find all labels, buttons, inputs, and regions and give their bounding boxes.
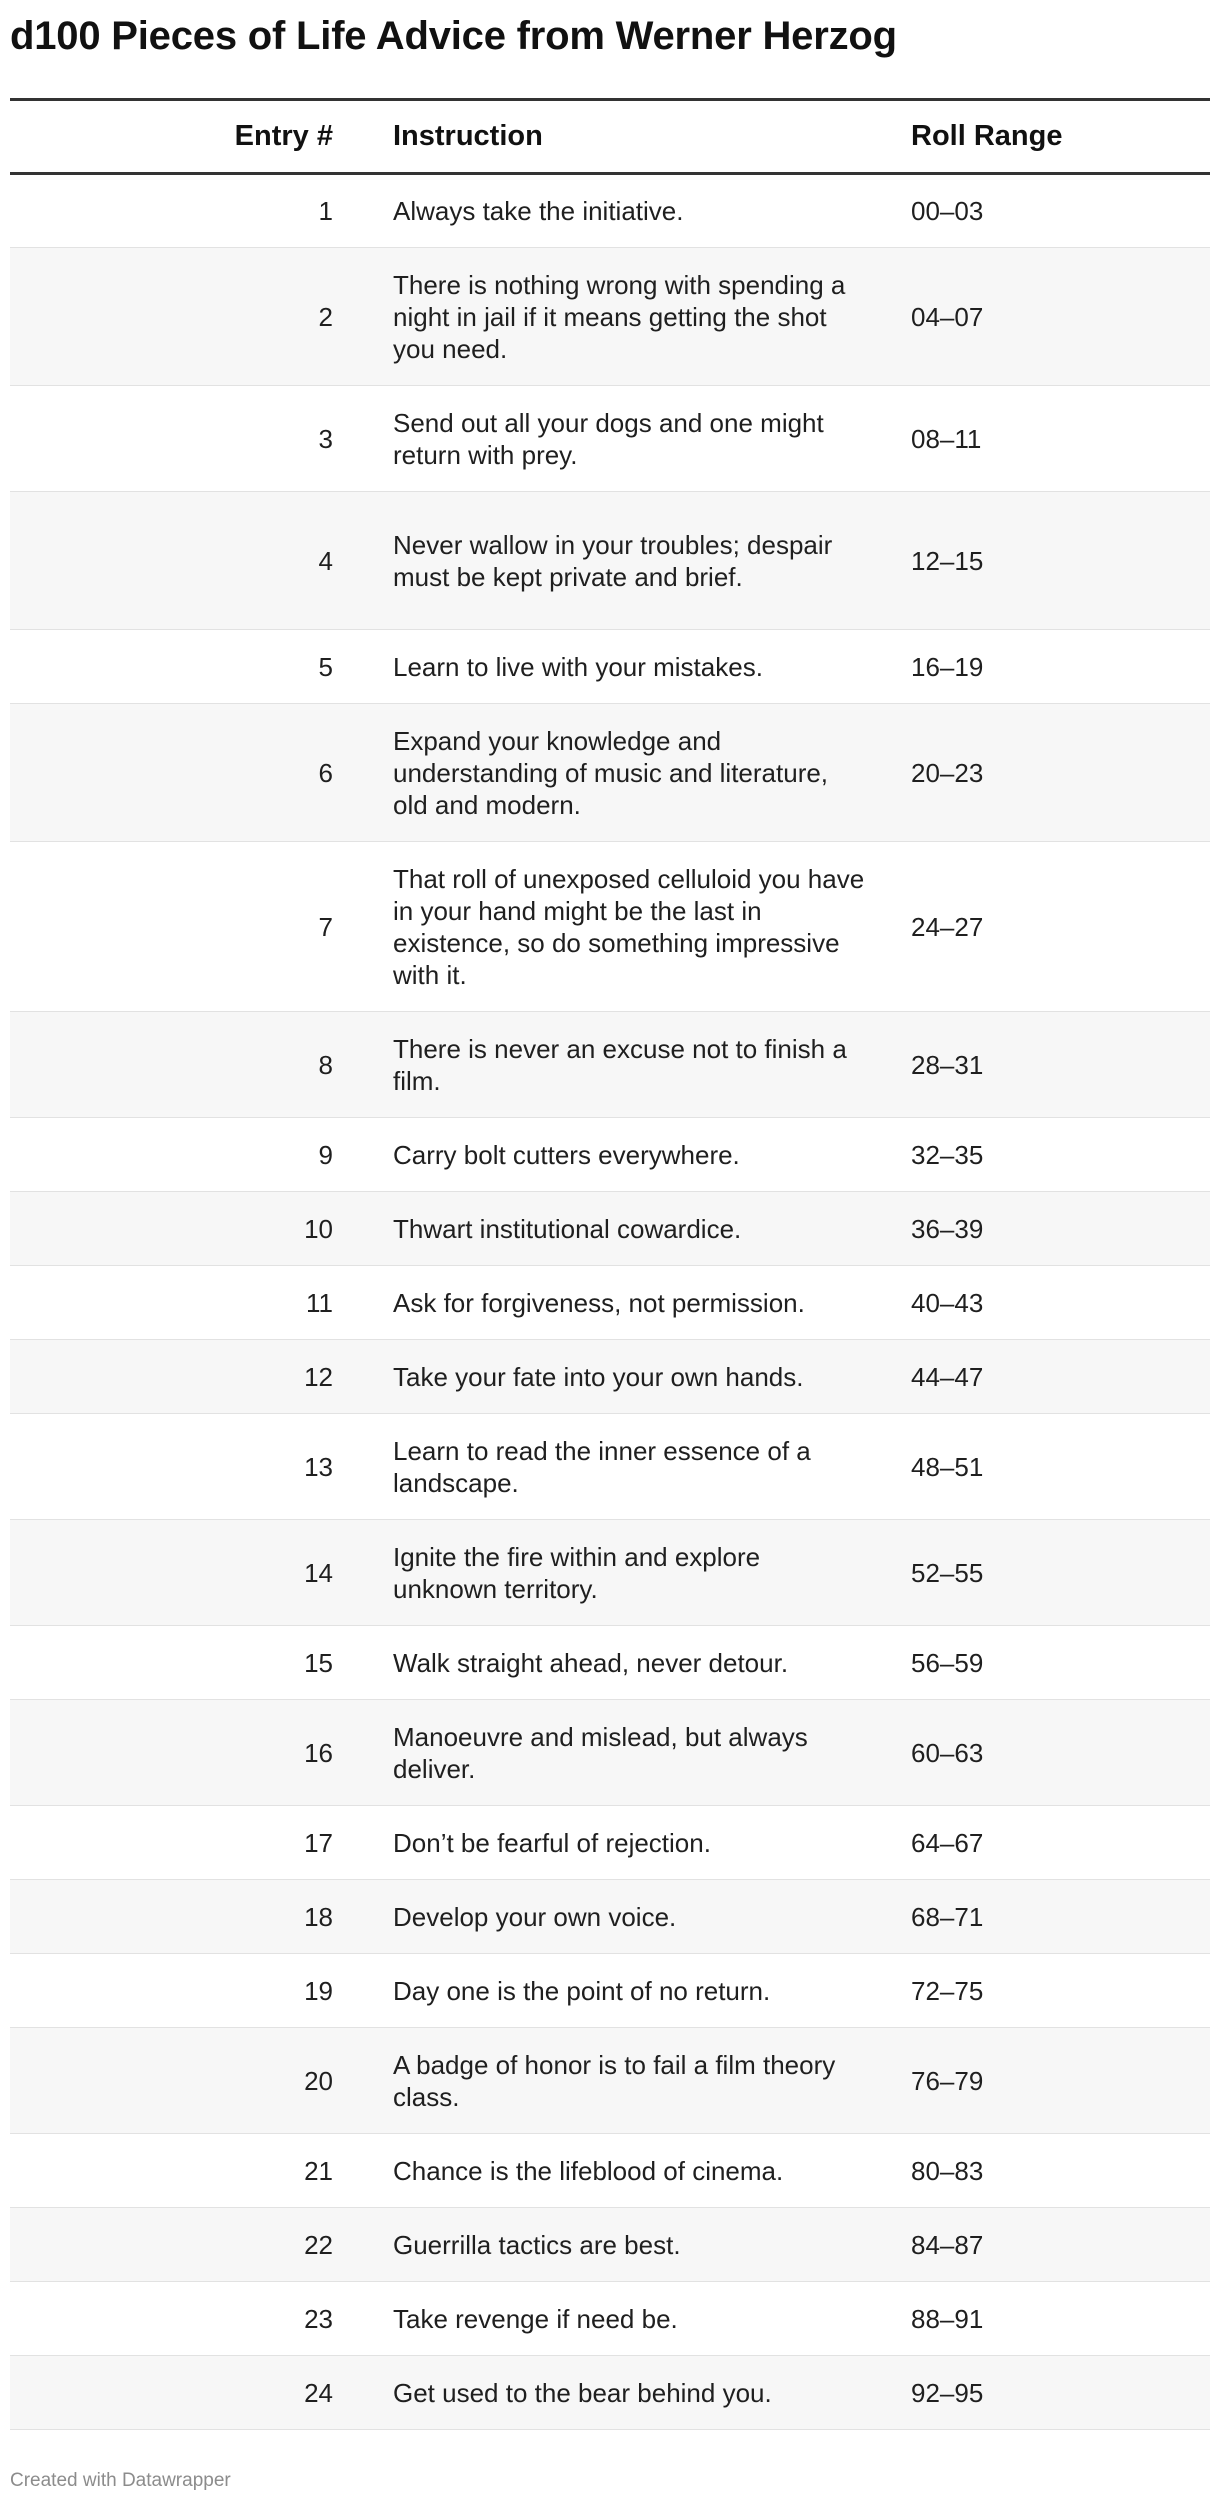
instruction-text: Never wallow in your troubles; despair must be kept private and brief. (393, 529, 833, 592)
instruction-text: Chance is the lifeblood of cinema. (393, 2155, 784, 2186)
instruction-text: Expand your knowledge and understanding of music and literature, old and modern. (393, 725, 829, 820)
entry-number: 22 (304, 2229, 333, 2260)
roll-range: 64–67 (911, 1827, 984, 1858)
entry-number: 5 (318, 651, 333, 682)
roll-range: 84–87 (911, 2229, 984, 2260)
table-row (10, 1012, 1210, 1118)
roll-range: 04–07 (911, 301, 984, 332)
roll-range: 00–03 (911, 196, 984, 226)
table-header-row (10, 100, 1210, 174)
column-header-entry[interactable]: Entry # (234, 120, 333, 152)
table-row (10, 1700, 1210, 1806)
roll-range: 72–75 (911, 1975, 984, 2006)
entry-number: 19 (304, 1975, 333, 2006)
entry-number: 2 (318, 301, 333, 332)
roll-range: 60–63 (911, 1737, 984, 1768)
instruction-text: Learn to live with your mistakes. (393, 651, 763, 682)
entry-number: 10 (304, 1213, 333, 1244)
table-row (10, 2208, 1210, 2282)
roll-range: 56–59 (911, 1647, 984, 1678)
column-header-roll-range[interactable]: Roll Range (911, 120, 1063, 152)
roll-range: 36–39 (911, 1213, 984, 1244)
instruction-text: There is never an excuse not to finish a film. (393, 1033, 847, 1096)
roll-range: 88–91 (911, 2303, 984, 2334)
table-row (10, 1266, 1210, 1340)
entry-number: 9 (318, 1139, 333, 1170)
instruction-text: Guerrilla tactics are best. (393, 2229, 681, 2260)
instruction-text: Don’t be fearful of rejection. (393, 1827, 711, 1858)
table-row (10, 1118, 1210, 1192)
table-row (10, 1954, 1210, 2028)
entry-number: 1 (318, 196, 333, 226)
roll-range: 44–47 (911, 1361, 984, 1392)
entry-number: 17 (304, 1827, 333, 1858)
instruction-text: Carry bolt cutters everywhere. (393, 1139, 740, 1170)
roll-range: 16–19 (911, 651, 984, 682)
entry-number: 4 (318, 545, 333, 576)
advice-table (10, 98, 1210, 2430)
table-row (10, 1880, 1210, 1954)
instruction-text: There is nothing wrong with spending a night in jail if it means getting the shot you need. (393, 269, 846, 364)
roll-range: 68–71 (911, 1901, 984, 1932)
entry-number: 20 (304, 2065, 333, 2096)
instruction-text: Walk straight ahead, never detour. (393, 1647, 789, 1678)
table-row (10, 2134, 1210, 2208)
instruction-text: Take revenge if need be. (393, 2303, 678, 2334)
credit-footer: Created with Datawrapper (10, 2470, 231, 2491)
instruction-text: Get used to the bear behind you. (393, 2377, 772, 2408)
roll-range: 20–23 (911, 757, 984, 788)
instruction-text: Manoeuvre and mislead, but always deliver. (393, 1721, 808, 1784)
roll-range: 40–43 (911, 1287, 984, 1318)
table-row (10, 704, 1210, 842)
instruction-text: That roll of unexposed celluloid you have in your hand might be the last in existence, so do something impressive with it. (393, 863, 865, 990)
table-row (10, 248, 1210, 386)
entry-number: 24 (304, 2377, 333, 2408)
instruction-text: Day one is the point of no return. (393, 1975, 771, 2006)
table-row (10, 1626, 1210, 1700)
column-header-instruction[interactable]: Instruction (393, 120, 543, 152)
entry-number: 6 (318, 757, 333, 788)
entry-number: 14 (304, 1557, 333, 1588)
entry-number: 13 (304, 1451, 333, 1482)
instruction-text: Thwart institutional cowardice. (393, 1213, 742, 1244)
table-row (10, 492, 1210, 630)
table-row (10, 842, 1210, 1012)
advice-table-container (10, 98, 1210, 2430)
table-row (10, 2282, 1210, 2356)
table-row (10, 2356, 1210, 2430)
instruction-text: Send out all your dogs and one might return with prey. (393, 407, 824, 470)
table-row (10, 1520, 1210, 1626)
entry-number: 7 (318, 911, 333, 942)
roll-range: 52–55 (911, 1557, 984, 1588)
entry-number: 8 (318, 1049, 333, 1080)
table-row (10, 1340, 1210, 1414)
instruction-text: Ask for forgiveness, not permission. (393, 1287, 805, 1318)
instruction-text: Ignite the fire within and explore unknown territory. (393, 1541, 761, 1604)
roll-range: 76–79 (911, 2065, 984, 2096)
entry-number: 21 (304, 2155, 333, 2186)
instruction-text: A badge of honor is to fail a film theory class. (393, 2049, 836, 2112)
entry-number: 16 (304, 1737, 333, 1768)
entry-number: 12 (304, 1361, 333, 1392)
table-row (10, 630, 1210, 704)
roll-range: 48–51 (911, 1451, 984, 1482)
roll-range: 08–11 (911, 423, 982, 454)
roll-range: 92–95 (911, 2377, 984, 2408)
roll-range: 32–35 (911, 1139, 984, 1170)
table-row (10, 1192, 1210, 1266)
roll-range: 80–83 (911, 2155, 984, 2186)
entry-number: 23 (304, 2303, 333, 2334)
table-row (10, 1414, 1210, 1520)
instruction-text: Always take the initiative. (393, 196, 684, 226)
roll-range: 24–27 (911, 911, 984, 942)
entry-number: 11 (306, 1287, 333, 1318)
instruction-text: Learn to read the inner essence of a landscape. (393, 1435, 811, 1498)
instruction-text: Develop your own voice. (393, 1901, 677, 1932)
instruction-text: Take your fate into your own hands. (393, 1361, 804, 1392)
entry-number: 15 (304, 1647, 333, 1678)
table-row (10, 2028, 1210, 2134)
entry-number: 18 (304, 1901, 333, 1932)
table-row (10, 1806, 1210, 1880)
entry-number: 3 (318, 423, 333, 454)
roll-range: 28–31 (911, 1049, 984, 1080)
roll-range: 12–15 (911, 545, 984, 576)
page-title: d100 Pieces of Life Advice from Werner Herzog (10, 14, 897, 58)
table-row (10, 386, 1210, 492)
table-row (10, 174, 1210, 248)
